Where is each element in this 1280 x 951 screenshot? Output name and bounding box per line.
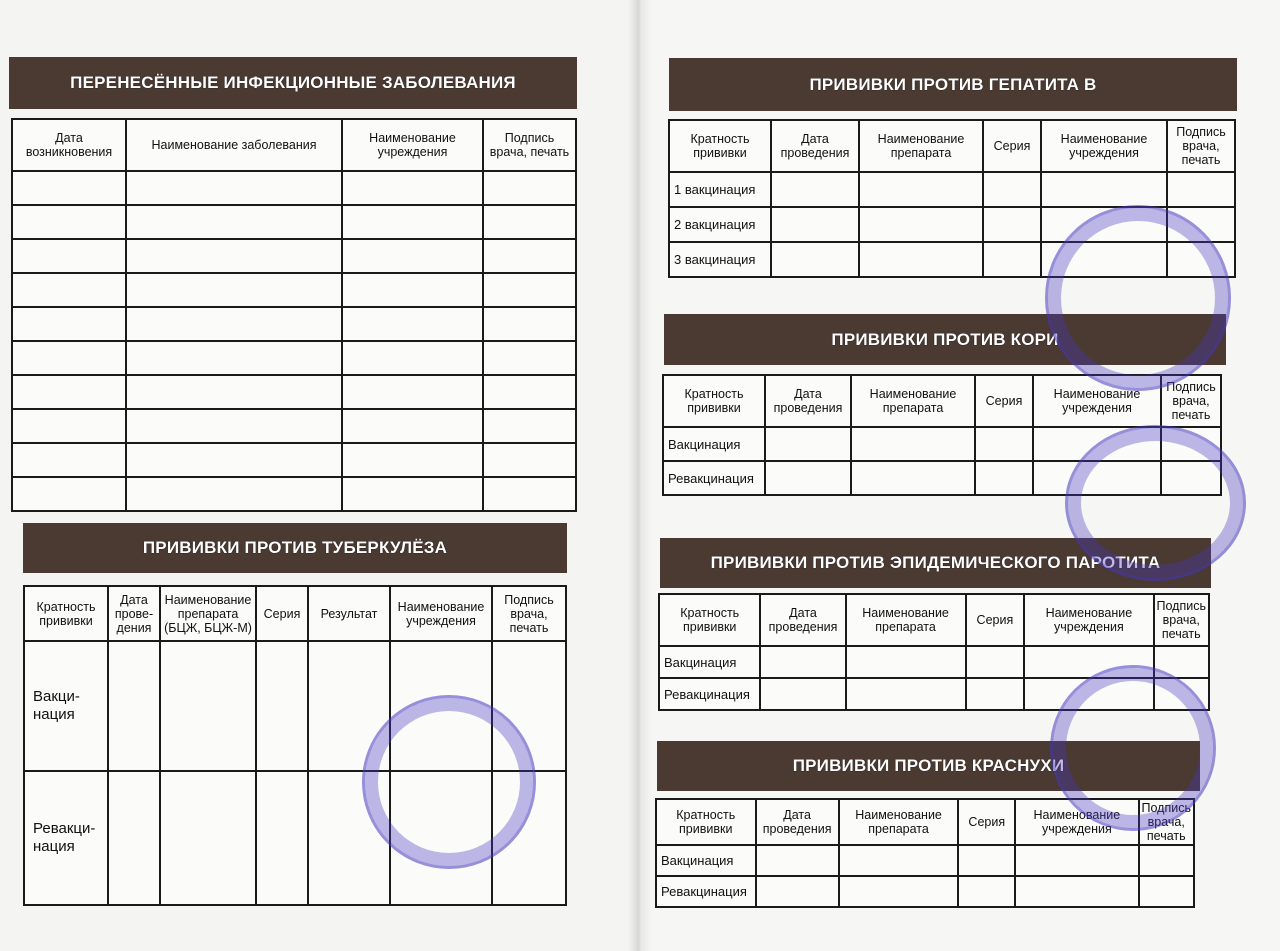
tb-title: ПРИВИВКИ ПРОТИВ ТУБЕРКУЛЁЗА (23, 523, 567, 573)
mumps-title: ПРИВИВКИ ПРОТИВ ЭПИДЕМИЧЕСКОГО ПАРОТИТА (660, 538, 1211, 588)
col-header: Наименование препарата (859, 120, 983, 172)
table-row (12, 443, 576, 477)
col-header: Дата возникновения (12, 119, 126, 171)
col-header: Наименование заболевания (126, 119, 342, 171)
row-label: Ревакцинация (663, 461, 765, 495)
measles-title: ПРИВИВКИ ПРОТИВ КОРИ (664, 314, 1226, 365)
table-row (12, 375, 576, 409)
table-row (12, 273, 576, 307)
row-label: Вакцинация (663, 427, 765, 461)
table-row (12, 171, 576, 205)
col-header: Наименование учреждения (1041, 120, 1167, 172)
col-header: Результат (308, 586, 390, 641)
col-header: Кратность прививки (663, 375, 765, 427)
table-row (12, 307, 576, 341)
col-header: Дата проведения (760, 594, 845, 646)
table-row (12, 341, 576, 375)
diseases-table (11, 118, 577, 512)
col-header: Дата проведения (771, 120, 859, 172)
table-row (669, 172, 1235, 207)
row-label: Ревакцинация (656, 876, 756, 907)
col-header: Серия (256, 586, 308, 641)
table-row (12, 477, 576, 511)
col-header: Дата проведения (756, 799, 839, 845)
row-label: Вакцинация (656, 845, 756, 876)
book-gutter (628, 0, 652, 951)
table-row (12, 409, 576, 443)
col-header: Дата проведения (765, 375, 851, 427)
col-header: Серия (966, 594, 1025, 646)
rubella-title: ПРИВИВКИ ПРОТИВ КРАСНУХИ (657, 741, 1200, 791)
table-row (656, 845, 1194, 876)
col-header: Кратность прививки (669, 120, 771, 172)
table-row (656, 876, 1194, 907)
row-label: Вакцинация (659, 646, 760, 678)
official-stamp (1045, 205, 1231, 391)
col-header: Подпись врача, печать (1154, 594, 1209, 646)
col-header: Серия (975, 375, 1033, 427)
col-header: Подпись врача, печать (492, 586, 566, 641)
col-header: Дата прове-дения (108, 586, 160, 641)
table-row (12, 205, 576, 239)
col-header: Наименование учреждения (1033, 375, 1161, 427)
row-label: Ревакцинация (659, 678, 760, 710)
col-header: Подпись врача, печать (483, 119, 576, 171)
col-header: Кратность прививки (24, 586, 108, 641)
col-header: Наименование учреждения (342, 119, 483, 171)
official-stamp (1050, 665, 1216, 831)
col-header: Подпись врача, печать (1167, 120, 1235, 172)
col-header: Серия (958, 799, 1015, 845)
col-header: Кратность прививки (656, 799, 756, 845)
official-stamp (1065, 425, 1246, 581)
diseases-title: ПЕРЕНЕСЁННЫЕ ИНФЕКЦИОННЫЕ ЗАБОЛЕВАНИЯ (9, 57, 577, 109)
col-header: Подпись врача, печать (1161, 375, 1221, 427)
row-label: Вакци-нация (24, 641, 108, 771)
col-header: Наименование препарата (839, 799, 959, 845)
col-header: Наименование учреждения (1024, 594, 1153, 646)
col-header: Кратность прививки (659, 594, 760, 646)
row-label: 3 вакцинация (669, 242, 771, 277)
table-row (12, 239, 576, 273)
row-label: 2 вакцинация (669, 207, 771, 242)
col-header: Наименование препарата (846, 594, 966, 646)
col-header: Наименование учреждения (1015, 799, 1138, 845)
col-header: Наименование препарата (851, 375, 975, 427)
col-header: Наименование учреждения (390, 586, 492, 641)
row-label: 1 вакцинация (669, 172, 771, 207)
row-label: Ревакци-нация (24, 771, 108, 905)
col-header: Серия (983, 120, 1041, 172)
col-header: Наименование препарата (БЦЖ, БЦЖ-М) (160, 586, 256, 641)
official-stamp (362, 695, 536, 869)
hepb-title: ПРИВИВКИ ПРОТИВ ГЕПАТИТА В (669, 58, 1237, 111)
col-header: Подпись врача, печать (1139, 799, 1194, 845)
